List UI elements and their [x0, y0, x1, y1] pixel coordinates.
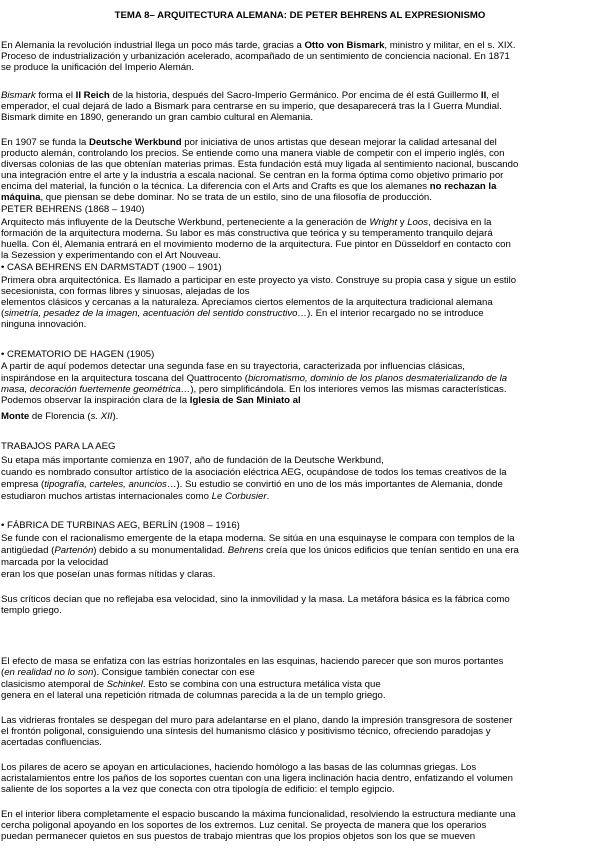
text-line [1, 181, 496, 192]
text-run: En Alemania la revolución industrial llega un poco más tarde, gracias a [1, 40, 305, 51]
text-line [1, 349, 154, 360]
text-line [1, 262, 222, 273]
text-run: , ministro y militar, en el s. XIX. [384, 40, 516, 51]
italic-text: Schinkel [106, 679, 143, 690]
bold-text: Deutsche Werkbund [89, 137, 182, 148]
text-line [1, 40, 516, 51]
text-run: , decisiva en la [428, 217, 492, 228]
text-line [1, 667, 255, 678]
text-run: diversas colonias de las que obtenían materias primas. Esta fundación está muy ligada al sentimiento nacional, buscando [1, 159, 519, 170]
text-run: , que piensan se debe dominar. No se trata de un estilo, sino de una filosofía de producción. [40, 192, 432, 203]
italic-text: Behrens [227, 545, 264, 556]
text-run: templo griego. [1, 605, 62, 616]
bold-text: Iglesia de San Miniato al [189, 395, 301, 406]
text-line [1, 159, 518, 170]
bold-text: II Reich [75, 90, 110, 101]
text-line [1, 204, 144, 215]
text-run: El efecto de masa se enfatiza con las estrías horizontales en las esquinas, haciendo parecer que son muros portantes [1, 656, 504, 667]
text-run: • CASA BEHRENS EN DARMSTADT (1900 – 1901) [1, 262, 222, 273]
text-line [1, 319, 86, 330]
text-run: . Esto se combina con una estructura metálica vista que [142, 679, 381, 690]
text-run: eran los que poseían unas formas nítidas y claras. [1, 569, 216, 580]
text-run: Primera obra arquitectónica. Es llamado a participar en este proyecto ya visto. Construye su propia casa y sigue un estilo [1, 275, 517, 286]
text-line [1, 192, 432, 203]
bold-text: Monte [1, 411, 30, 422]
text-line [1, 656, 503, 667]
text-run: de Florencia ( [29, 411, 91, 422]
text-line [1, 275, 516, 286]
text-line [1, 455, 384, 466]
text-run: Los pilares de acero se apoyan en articulaciones, haciendo homólogo a las basas de las columnas griegas. Los [1, 762, 477, 773]
text-run: , el [486, 90, 500, 101]
text-run: forma el [35, 90, 76, 101]
text-line [1, 831, 475, 842]
text-run: se produce la unificación del Imperio Alemán. [1, 62, 195, 73]
text-run: A partir de aquí podemos detectar una segunda fase en su trayectoria, caracterizada por influencias clásicas, [1, 361, 465, 372]
text-line [1, 90, 499, 101]
text-line [1, 101, 502, 112]
text-run: el frontón poligonal, consiguiendo una síntesis del humanismo clásico y positivismo técnico, ofreciendo paradojas y [1, 726, 491, 737]
text-line [1, 308, 484, 319]
text-run: saliente de los soportes a la vez que conecta con otra tipología de edificio: el templo egipcio. [1, 784, 395, 795]
text-run: Podemos observar la inspiración clara de la [1, 395, 190, 406]
text-run: emperador, el cual dejará de lado a Bismark para centrarse en su imperio, que desaparecerá tras la I Guerra Mundial. [1, 101, 502, 112]
bold-text: no rechazan la [429, 181, 497, 192]
text-run: clasicismo atemporal de [1, 679, 107, 690]
text-line [1, 411, 118, 422]
text-run: . [266, 491, 270, 502]
italic-text: Wright [369, 217, 398, 228]
text-run: ( [1, 667, 5, 678]
italic-text: Le Corbusier [211, 491, 267, 502]
text-line [1, 373, 507, 384]
text-run: elementos clásicos y cercanas a la naturaleza. Apreciamos ciertos elementos de la arquitectura tradicional alemana [1, 297, 493, 308]
text-run: marcada por la velocidad [1, 557, 109, 568]
text-line [1, 773, 513, 784]
text-line [1, 557, 108, 568]
italic-text: Partenón [54, 545, 94, 556]
text-run: creía que los únicos edificios que tenían sentido en una era [263, 545, 519, 556]
text-run: encima del material, la función o la técnica. La diferencia con el Arts and Crafts es que los alemanes [1, 181, 430, 192]
text-run: ninguna innovación. [1, 319, 87, 330]
text-line [1, 690, 386, 701]
text-run: Se funde con el racionalismo emergente de la etapa moderna. Se sitúa en una esquinayse le compara con templos de la [1, 533, 515, 544]
text-line [1, 679, 381, 690]
text-run: • CREMATORIO DE HAGEN (1905) [1, 349, 155, 360]
text-line [1, 395, 301, 406]
text-run: ( [1, 308, 5, 319]
text-run: estudiaron muchos artistas internacionales como [1, 491, 212, 502]
text-run: por iniciativa de unos artistas que desean mejorar la calidad artesanal del [181, 137, 497, 148]
text-line [1, 62, 194, 73]
text-run: cercha poligonal apoyando en los soportes de los extremos. Luz cenital. Se proyecta de manera que los operarios [1, 820, 487, 831]
text-line [1, 545, 519, 556]
text-run: formación de la arquitectura moderna. Su labor es más constructiva que teórica y su temperamento tranquilo dejará [1, 228, 493, 239]
italic-text: s. XII [90, 411, 113, 422]
text-line [1, 520, 240, 531]
text-run: TRABAJOS PARA LA AEG [1, 441, 116, 452]
text-line [1, 112, 313, 123]
text-line [1, 148, 504, 159]
italic-text: Loos [407, 217, 429, 228]
text-line [1, 479, 503, 490]
text-line [1, 297, 493, 308]
text-run: • FÁBRICA DE TURBINAS AEG, BERLÍN (1908 – 1916) [1, 520, 240, 531]
text-line [1, 137, 497, 148]
text-run: Arquitecto más influyente de la Deutsche Werkbund, perteneciente a la generación de [1, 217, 370, 228]
text-run: cuando es nombrado consultor artístico de la asociación eléctrica AEG, ocupándose de todos los temas creativos de la [1, 467, 507, 478]
italic-text: tipografía, carteles, anuncios [44, 479, 167, 490]
text-line [1, 726, 491, 737]
text-run: antigüedad ( [1, 545, 55, 556]
text-line [1, 361, 465, 372]
text-run: la Sezession y experimentando con el Art Nouveau. [1, 250, 221, 261]
text-line [1, 762, 476, 773]
text-run: inspirándose en la arquitectura toscana del Quattrocento ( [1, 373, 248, 384]
text-run: una integración entre el arte y la industria a escala nacional. Se centran en la forma óptima como objetivo primario por [1, 170, 504, 181]
italic-text: masa, decoración fuertemente geométrica… [1, 384, 191, 395]
text-run: ), pero simplificándola. En los interiores vemos las mismas características. [190, 384, 507, 395]
text-line [1, 250, 221, 261]
text-run: y [397, 217, 408, 228]
italic-text: en realidad no lo son [4, 667, 94, 678]
italic-text: simetría, pesadez de la imagen, acentuación del sentido constructivo… [4, 308, 308, 319]
text-line [1, 491, 269, 502]
text-run: …). Su estudio se convirtió en uno de los más importantes de Alemania, donde [166, 479, 503, 490]
text-line [1, 217, 491, 228]
text-line [1, 715, 512, 726]
text-line [1, 784, 395, 795]
text-line [1, 820, 486, 831]
text-run: Proceso de industrialización y urbanización acelerado, acompañado de un sentimiento de conciencia nacional. En 1871 [1, 51, 510, 62]
text-line [1, 737, 102, 748]
text-run: de la historia, después del Sacro-Imperio Germánico. Por encima de él está Guillermo [109, 90, 481, 101]
text-run: Las vidrieras frontales se despegan del muro para adelantarse en el plano, dando la impresión transgresora de sostener [1, 715, 513, 726]
text-run: Bismark dimite en 1890, generando un gran cambio cultural en Alemania. [1, 112, 313, 123]
text-line [1, 286, 250, 297]
text-run: puedan permanecer quietos en sus puestos de trabajo mientras que los propios objetos son los que se mueven [1, 831, 476, 842]
document-title: TEMA 8– ARQUITECTURA ALEMANA: DE PETER BEHRENS AL EXPRESIONISMO [114, 10, 486, 21]
text-line [1, 594, 510, 605]
text-line [1, 228, 493, 239]
text-run: huella. Con él, Alemania entrará en el movimiento moderno de la arquitectura. Fue pintor en Düsseldorf en contacto con [1, 239, 511, 250]
text-run: ) debido a su monumentalidad. [93, 545, 228, 556]
text-run: secesionista, con formas libres y sinuosas, alejadas de los [1, 286, 250, 297]
text-run: acristalamientos entre los paños de los soportes cuentan con una ligera inclinación hacia dentro, enfatizando el volumen [1, 773, 513, 784]
bold-text: Otto von Bismark [304, 40, 385, 51]
text-run: ). Consigue también conectar con ese [93, 667, 255, 678]
text-run: Su etapa más importante comienza en 1907, año de fundación de la Deutsche Werkbund, [1, 455, 384, 466]
text-run: genera en el lateral una repetición ritmada de columnas parecida a la de un templo griego. [1, 690, 386, 701]
text-run: producto alemán, controlando los precios. Se entiende como una manera viable de competir con el imperio inglés, con [1, 148, 505, 159]
text-run: En 1907 se funda la [1, 137, 90, 148]
text-line [1, 809, 516, 820]
text-run: PETER BEHRENS (1868 – 1940) [1, 204, 145, 215]
bold-text: II [480, 90, 487, 101]
italic-text: bicromatismo, dominio de los planos desmaterializando de la [247, 373, 508, 384]
text-line [1, 605, 62, 616]
text-line [1, 467, 507, 478]
italic-text: Bismark [1, 90, 36, 101]
text-line [1, 441, 115, 452]
text-run: empresa ( [1, 479, 45, 490]
text-run: En el interior libera completamente el espacio buscando la máxima funcionalidad, resolviendo la estructura mediante una [1, 809, 516, 820]
text-run: Sus críticos decían que no reflejaba esa velocidad, sino la inmovilidad y la masa. La metáfora básica es la fábrica como [1, 594, 510, 605]
bold-text: máquina [1, 192, 41, 203]
text-line [1, 170, 503, 181]
text-line [1, 51, 510, 62]
text-line [1, 533, 515, 544]
text-run: ). [112, 411, 119, 422]
text-line [1, 384, 506, 395]
text-run: ). En el interior recargado no se introduce [307, 308, 484, 319]
text-line [1, 239, 511, 250]
text-run: acertadas confluencias. [1, 737, 102, 748]
text-line [1, 569, 215, 580]
